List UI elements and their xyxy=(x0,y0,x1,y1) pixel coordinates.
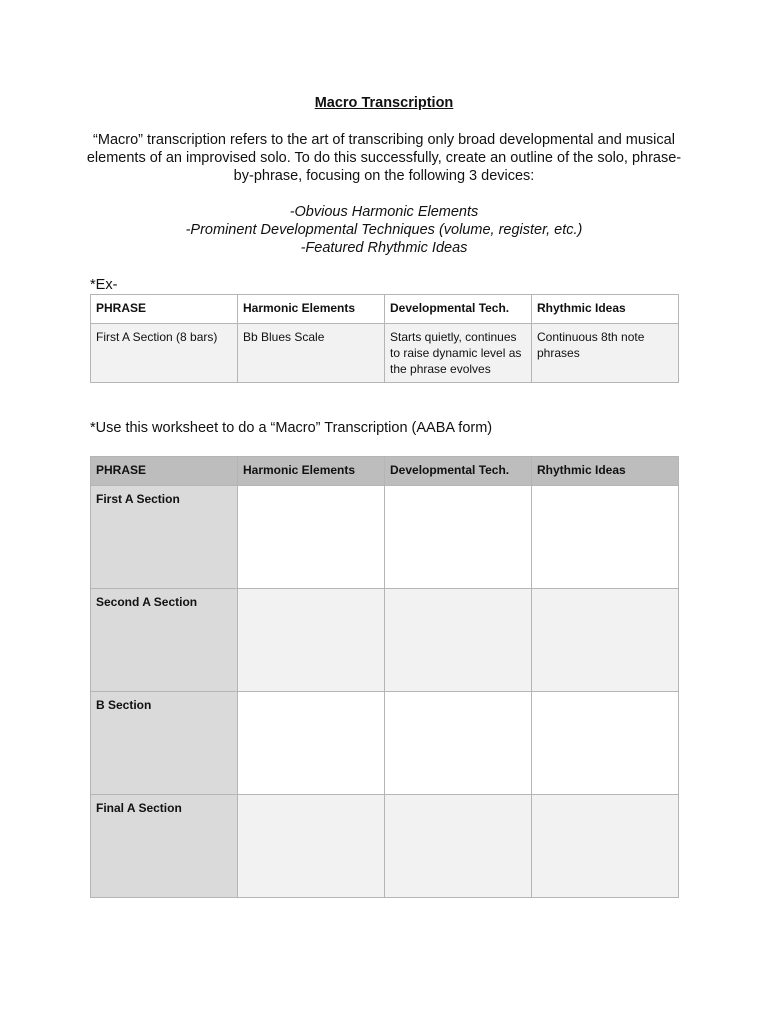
example-phrase-cell: First A Section (8 bars) xyxy=(91,324,238,383)
table-row xyxy=(91,486,679,589)
intro-text: “Macro” transcription refers to the art of transcribing only broad developmental and musical elements of an improvised solo. To do this successfully, create an outline of the solo, phrase-by-phrase, focusing on the following 3 devices: xyxy=(86,132,682,184)
rhythmic-input-cell[interactable] xyxy=(532,692,679,795)
worksheet-table xyxy=(90,456,679,898)
table-row xyxy=(91,692,679,795)
phrase-cell-final-a: Final A Section xyxy=(91,795,238,898)
developmental-input-cell[interactable] xyxy=(385,589,532,692)
phrase-cell-first-a: First A Section xyxy=(91,486,238,589)
example-harmonic-cell: Bb Blues Scale xyxy=(238,324,385,383)
worksheet-header-row xyxy=(91,457,679,486)
example-developmental-cell: Starts quietly, continues to raise dynamic level as the phrase evolves xyxy=(385,324,532,383)
column-header-rhythmic: Rhythmic Ideas xyxy=(532,457,679,486)
phrase-cell-second-a: Second A Section xyxy=(91,589,238,692)
harmonic-input-cell[interactable] xyxy=(238,589,385,692)
rhythmic-input-cell[interactable] xyxy=(532,589,679,692)
harmonic-input-cell[interactable] xyxy=(238,692,385,795)
devices-list xyxy=(0,203,768,257)
intro-paragraph xyxy=(84,131,684,185)
rhythmic-input-cell[interactable] xyxy=(532,486,679,589)
rhythmic-input-cell[interactable] xyxy=(532,795,679,898)
device-developmental: -Prominent Developmental Techniques (volume, register, etc.) xyxy=(185,222,583,238)
developmental-input-cell[interactable] xyxy=(385,486,532,589)
device-harmonic: -Obvious Harmonic Elements xyxy=(289,204,479,220)
example-rhythmic-cell: Continuous 8th note phrases xyxy=(532,324,679,383)
column-header-phrase: PHRASE xyxy=(91,457,238,486)
column-header-developmental: Developmental Tech. xyxy=(385,457,532,486)
column-header-phrase: PHRASE xyxy=(91,295,238,324)
phrase-cell-b: B Section xyxy=(91,692,238,795)
column-header-harmonic: Harmonic Elements xyxy=(238,295,385,324)
example-label: *Ex- xyxy=(90,277,118,293)
device-rhythmic: -Featured Rhythmic Ideas xyxy=(300,240,468,256)
developmental-input-cell[interactable] xyxy=(385,692,532,795)
harmonic-input-cell[interactable] xyxy=(238,795,385,898)
example-row xyxy=(91,324,679,383)
page-title: Macro Transcription xyxy=(314,95,454,111)
worksheet-label: *Use this worksheet to do a “Macro” Transcription (AABA form) xyxy=(90,420,493,436)
example-table xyxy=(90,294,679,383)
column-header-harmonic: Harmonic Elements xyxy=(238,457,385,486)
example-header-row xyxy=(91,295,679,324)
developmental-input-cell[interactable] xyxy=(385,795,532,898)
column-header-rhythmic: Rhythmic Ideas xyxy=(532,295,679,324)
table-row xyxy=(91,589,679,692)
harmonic-input-cell[interactable] xyxy=(238,486,385,589)
table-row xyxy=(91,795,679,898)
column-header-developmental: Developmental Tech. xyxy=(385,295,532,324)
